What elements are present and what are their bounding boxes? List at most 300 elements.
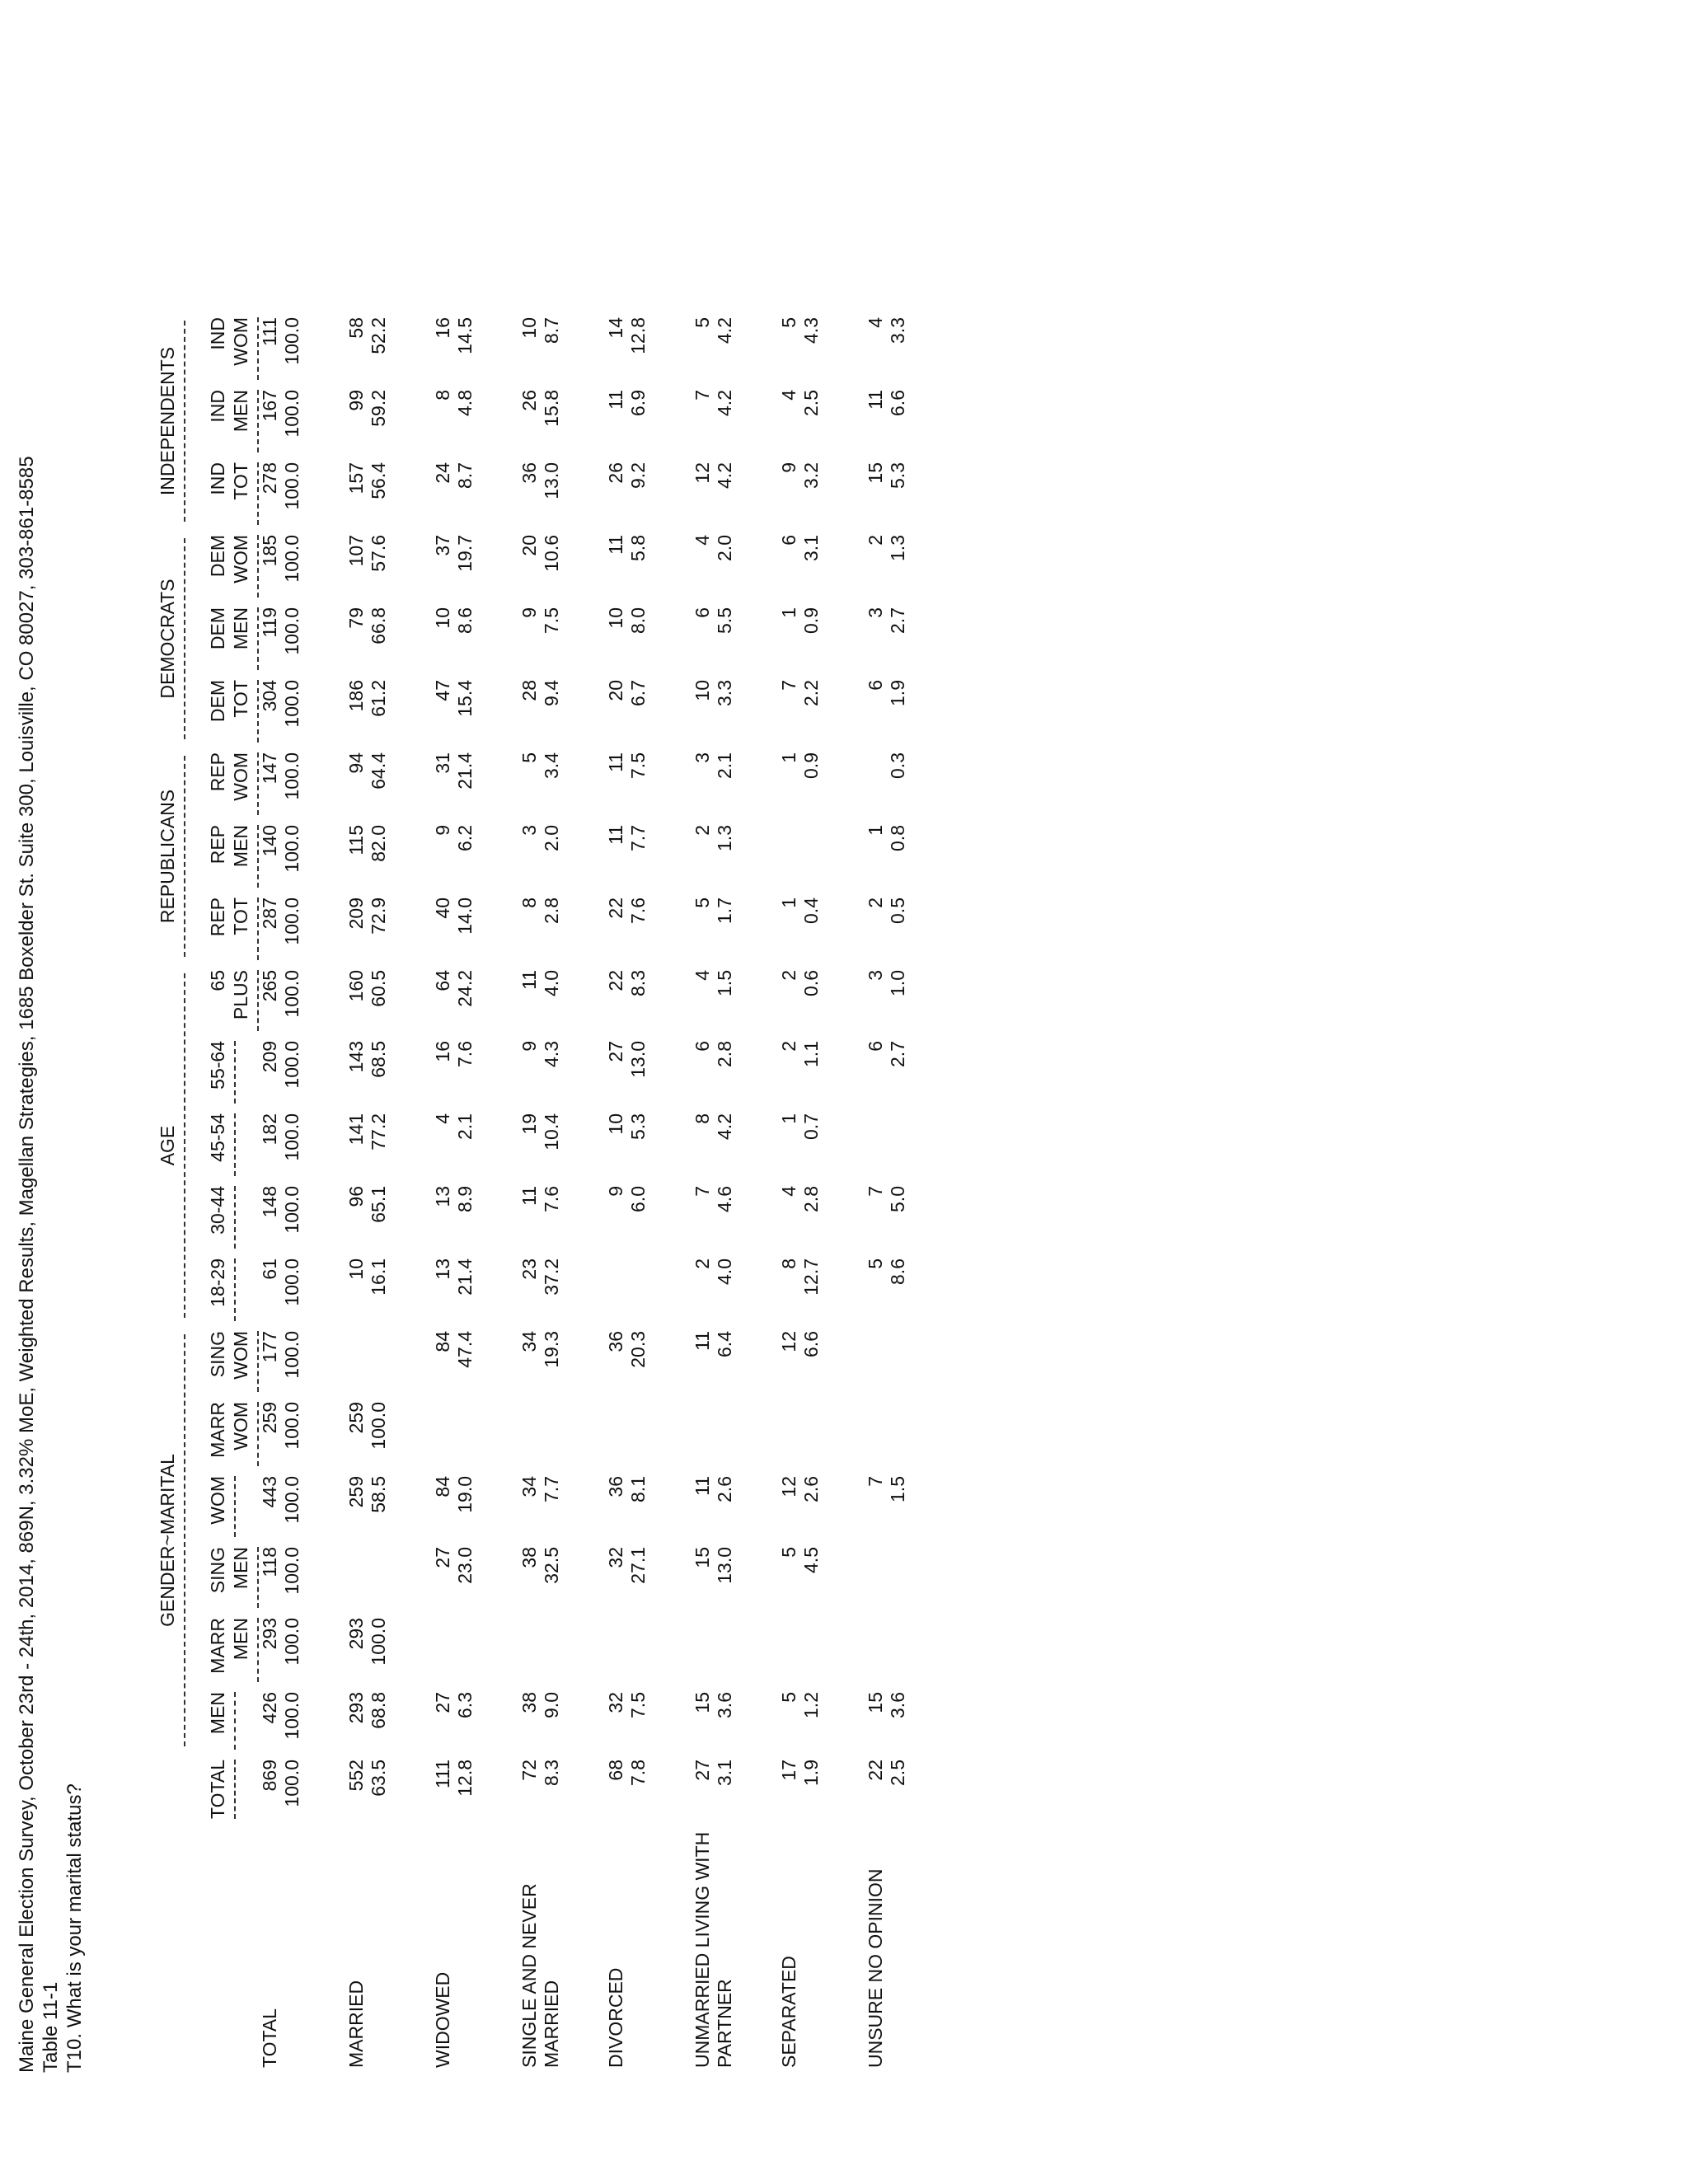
row-label: SEPARATED bbox=[778, 1956, 799, 2068]
row-label: UNSURE NO OPINION bbox=[865, 1868, 886, 2068]
cell-count bbox=[518, 1402, 541, 1466]
data-cell bbox=[432, 965, 518, 1036]
cell-percent: 5.3 bbox=[627, 1113, 649, 1140]
data-cell bbox=[605, 602, 692, 675]
cell-percent bbox=[887, 1547, 909, 1608]
data-cell bbox=[259, 1181, 345, 1254]
data-cell bbox=[605, 1542, 692, 1613]
cell-percent bbox=[800, 1618, 823, 1682]
data-cell bbox=[518, 602, 605, 675]
column-header-line: IND bbox=[207, 390, 228, 423]
data-cell bbox=[605, 748, 692, 820]
cell-percent: 4.3 bbox=[541, 1041, 562, 1067]
cell-count: 115 bbox=[345, 825, 367, 855]
cell-percent: 58.5 bbox=[368, 1476, 389, 1513]
cell-count: 10 bbox=[605, 1113, 626, 1135]
data-cell bbox=[345, 893, 432, 965]
cell-percent: 5.3 bbox=[887, 462, 908, 489]
cell-percent: 3.1 bbox=[714, 1760, 735, 1786]
column-header-line: REP bbox=[207, 898, 228, 937]
cell-percent: 9.2 bbox=[627, 462, 649, 489]
column-header-line: 65 bbox=[207, 970, 228, 991]
cell-percent: 21.4 bbox=[454, 1258, 476, 1296]
cell-percent: 6.9 bbox=[627, 390, 649, 416]
data-cell bbox=[432, 675, 518, 748]
cell-percent: 6.2 bbox=[454, 825, 476, 851]
cell-count: 36 bbox=[605, 1476, 626, 1497]
column-underline bbox=[234, 1041, 236, 1104]
column-header-row bbox=[206, 312, 259, 2073]
cell-count bbox=[605, 1618, 627, 1682]
column-underline bbox=[234, 1476, 236, 1537]
column-underline bbox=[234, 1692, 236, 1750]
data-cell bbox=[692, 1613, 778, 1687]
cell-count bbox=[778, 825, 800, 888]
cell-count: 5 bbox=[778, 1692, 799, 1703]
cell-count: 4 bbox=[692, 970, 713, 981]
column-header-line: TOT bbox=[230, 462, 251, 500]
column-header bbox=[206, 1036, 259, 1108]
cell-percent: 57.6 bbox=[368, 535, 389, 572]
cell-percent bbox=[714, 1618, 736, 1682]
table-row bbox=[778, 312, 865, 2073]
cell-percent: 12.8 bbox=[454, 1760, 476, 1797]
cell-percent bbox=[368, 1331, 390, 1392]
cell-percent: 100.0 bbox=[281, 898, 302, 945]
cell-percent bbox=[800, 825, 823, 888]
data-cell bbox=[692, 893, 778, 965]
row-label: TOTAL bbox=[259, 2008, 280, 2068]
data-cell bbox=[692, 1036, 778, 1108]
data-cell bbox=[432, 1181, 518, 1254]
data-cell bbox=[432, 1036, 518, 1108]
cell-count: 1 bbox=[778, 607, 799, 618]
column-header-line: 55-64 bbox=[207, 1041, 228, 1090]
cell-percent: 8.7 bbox=[454, 462, 476, 489]
cell-percent: 0.6 bbox=[800, 970, 822, 996]
cell-percent: 100.0 bbox=[281, 1402, 302, 1450]
cell-percent: 3.3 bbox=[887, 317, 908, 344]
data-cell bbox=[865, 312, 951, 385]
cell-count: 8 bbox=[518, 898, 540, 908]
data-cell bbox=[605, 1326, 692, 1397]
data-cell bbox=[432, 1613, 518, 1687]
data-cell bbox=[865, 1326, 951, 1397]
data-cell bbox=[692, 457, 778, 530]
data-cell bbox=[692, 1254, 778, 1326]
group-gender-marital: GENDER~MARITAL bbox=[157, 1326, 206, 1755]
data-cell bbox=[692, 312, 778, 385]
cell-percent: 12.8 bbox=[627, 317, 649, 354]
group-independents: INDEPENDENTS bbox=[157, 312, 206, 530]
column-underline bbox=[234, 1760, 236, 1819]
cell-count: 1 bbox=[778, 752, 799, 763]
cell-percent: 0.4 bbox=[800, 898, 822, 924]
data-cell bbox=[865, 675, 951, 748]
cell-count: 209 bbox=[259, 1041, 280, 1073]
cell-count: 16 bbox=[432, 1041, 453, 1062]
cell-percent: 5.0 bbox=[887, 1186, 908, 1212]
cell-percent: 4.8 bbox=[454, 390, 476, 416]
cell-count: 4 bbox=[692, 535, 713, 546]
data-cell bbox=[259, 457, 345, 530]
cell-count: 11 bbox=[692, 1331, 713, 1351]
cell-percent: 37.2 bbox=[541, 1258, 562, 1296]
cell-count: 9 bbox=[432, 825, 453, 836]
data-cell bbox=[865, 602, 951, 675]
cell-count bbox=[518, 1618, 541, 1682]
data-cell bbox=[432, 1397, 518, 1471]
data-cell bbox=[605, 312, 692, 385]
cell-count: 5 bbox=[692, 898, 713, 908]
data-cell bbox=[778, 1755, 865, 1824]
data-cell bbox=[345, 602, 432, 675]
data-cell bbox=[259, 1036, 345, 1108]
column-header-line: SING bbox=[207, 1547, 228, 1594]
data-cell bbox=[345, 457, 432, 530]
cell-percent: 65.1 bbox=[368, 1186, 389, 1223]
group-age: AGE bbox=[157, 965, 206, 1326]
cell-percent: 19.0 bbox=[454, 1476, 476, 1513]
cell-count: 8 bbox=[778, 1258, 799, 1269]
data-cell bbox=[259, 1471, 345, 1542]
data-cell bbox=[605, 1254, 692, 1326]
cell-count: 5 bbox=[778, 317, 799, 328]
cell-percent: 100.0 bbox=[281, 825, 302, 873]
cell-count bbox=[605, 1258, 627, 1321]
data-cell bbox=[518, 1036, 605, 1108]
cell-count: 11 bbox=[605, 825, 626, 845]
cell-percent: 100.0 bbox=[281, 1618, 302, 1666]
table-row bbox=[259, 312, 345, 2073]
cell-count: 15 bbox=[692, 1547, 713, 1568]
data-cell bbox=[605, 1613, 692, 1687]
cell-percent: 8.6 bbox=[454, 607, 476, 634]
cell-percent: 8.3 bbox=[627, 970, 649, 996]
row-label: UNMARRIED LIVING WITH PARTNER bbox=[692, 1831, 735, 2068]
column-header-line: DEM bbox=[207, 535, 228, 578]
cell-percent: 27.1 bbox=[627, 1547, 649, 1584]
cell-count: 12 bbox=[692, 462, 713, 484]
data-cell bbox=[259, 1687, 345, 1755]
data-cell bbox=[259, 1254, 345, 1326]
cell-count: 84 bbox=[432, 1476, 453, 1497]
column-header bbox=[206, 1542, 259, 1613]
cell-count: 552 bbox=[345, 1760, 367, 1792]
cell-count: 147 bbox=[259, 752, 280, 785]
column-header-line: 45-54 bbox=[207, 1113, 228, 1162]
data-cell bbox=[345, 312, 432, 385]
cell-percent: 8.0 bbox=[627, 607, 649, 634]
cell-count: 143 bbox=[345, 1041, 367, 1073]
cell-count: 38 bbox=[518, 1547, 540, 1568]
data-cell bbox=[778, 748, 865, 820]
cell-count: 293 bbox=[345, 1618, 367, 1650]
cell-percent: 0.3 bbox=[887, 752, 908, 779]
data-cell bbox=[518, 748, 605, 820]
data-cell bbox=[259, 1397, 345, 1471]
data-cell bbox=[605, 675, 692, 748]
table-row bbox=[432, 312, 518, 2073]
cell-count: 6 bbox=[865, 680, 886, 691]
data-cell bbox=[432, 385, 518, 457]
table-id: Table 11-1 bbox=[40, 1981, 62, 2073]
cell-count: 34 bbox=[518, 1331, 540, 1352]
data-cell bbox=[692, 675, 778, 748]
cell-count: 32 bbox=[605, 1692, 626, 1713]
cell-count: 11 bbox=[518, 970, 540, 990]
cell-percent: 15.4 bbox=[454, 680, 476, 717]
data-cell bbox=[432, 1254, 518, 1326]
cell-percent: 56.4 bbox=[368, 462, 389, 499]
cell-count: 167 bbox=[259, 390, 280, 422]
cell-count: 17 bbox=[778, 1760, 799, 1781]
cell-count: 5 bbox=[692, 317, 713, 328]
cell-count: 9 bbox=[778, 462, 799, 473]
cell-count: 7 bbox=[865, 1476, 886, 1487]
column-header-line: WOM bbox=[230, 317, 251, 366]
cell-count: 9 bbox=[518, 607, 540, 618]
data-cell bbox=[865, 1755, 951, 1824]
cell-percent: 64.4 bbox=[368, 752, 389, 790]
column-header-line: 18-29 bbox=[207, 1258, 228, 1307]
cell-count: 10 bbox=[692, 680, 713, 701]
column-header-line: REP bbox=[207, 825, 228, 865]
cell-count: 4 bbox=[778, 1186, 799, 1197]
data-cell bbox=[259, 893, 345, 965]
crosstab-table bbox=[157, 312, 951, 2073]
cell-percent: 8.6 bbox=[887, 1258, 908, 1285]
cell-percent bbox=[541, 1402, 563, 1466]
cell-count: 11 bbox=[605, 390, 626, 410]
cell-percent: 59.2 bbox=[368, 390, 389, 427]
data-cell bbox=[345, 1613, 432, 1687]
cell-percent: 7.7 bbox=[541, 1476, 562, 1502]
cell-percent: 3.6 bbox=[714, 1692, 735, 1718]
data-cell bbox=[605, 1755, 692, 1824]
data-cell bbox=[432, 1326, 518, 1397]
column-header-line: WOM bbox=[230, 1402, 251, 1451]
data-cell bbox=[432, 457, 518, 530]
data-cell bbox=[518, 1687, 605, 1755]
table-row bbox=[518, 312, 605, 2073]
data-cell bbox=[692, 602, 778, 675]
cell-count bbox=[778, 1402, 800, 1466]
cell-count: 27 bbox=[432, 1547, 453, 1568]
cell-percent: 77.2 bbox=[368, 1113, 389, 1151]
cell-count: 26 bbox=[605, 462, 626, 484]
data-cell bbox=[518, 1755, 605, 1824]
group-spacer bbox=[157, 1755, 206, 1824]
cell-percent: 13.0 bbox=[627, 1041, 649, 1078]
cell-count: 426 bbox=[259, 1692, 280, 1724]
cell-percent: 100.0 bbox=[281, 1041, 302, 1089]
cell-count: 79 bbox=[345, 607, 367, 629]
column-header-line: PLUS bbox=[230, 970, 251, 1020]
cell-percent bbox=[800, 1402, 823, 1466]
data-cell bbox=[518, 1397, 605, 1471]
data-cell bbox=[518, 1613, 605, 1687]
cell-percent: 14.5 bbox=[454, 317, 476, 354]
data-cell bbox=[865, 1397, 951, 1471]
cell-percent: 100.0 bbox=[281, 390, 302, 438]
cell-count: 177 bbox=[259, 1331, 280, 1363]
crosstab-body bbox=[157, 312, 951, 2073]
cell-count bbox=[605, 1402, 627, 1466]
data-cell bbox=[605, 1108, 692, 1181]
cell-count: 27 bbox=[605, 1041, 626, 1062]
cell-count bbox=[345, 1547, 368, 1608]
cell-count: 15 bbox=[865, 1692, 886, 1713]
data-cell bbox=[865, 1254, 951, 1326]
cell-percent: 2.6 bbox=[714, 1476, 735, 1502]
cell-percent bbox=[627, 1258, 649, 1321]
column-underline bbox=[234, 1258, 236, 1321]
cell-count: 68 bbox=[605, 1760, 626, 1781]
data-cell bbox=[259, 385, 345, 457]
data-cell bbox=[865, 820, 951, 893]
cell-count: 148 bbox=[259, 1186, 280, 1218]
data-cell bbox=[605, 1397, 692, 1471]
cell-count: 7 bbox=[692, 390, 713, 401]
cell-percent: 32.5 bbox=[541, 1547, 562, 1584]
cell-count: 9 bbox=[518, 1041, 540, 1052]
cell-count: 20 bbox=[518, 535, 540, 556]
data-cell bbox=[692, 1471, 778, 1542]
cell-count: 287 bbox=[259, 898, 280, 930]
data-cell bbox=[259, 530, 345, 602]
cell-count: 26 bbox=[518, 390, 540, 411]
column-header-line: TOT bbox=[230, 898, 251, 935]
data-cell bbox=[692, 1687, 778, 1755]
column-header-line: TOTAL bbox=[207, 1760, 228, 1819]
column-header bbox=[206, 1687, 259, 1755]
data-cell bbox=[865, 1687, 951, 1755]
cell-percent: 24.2 bbox=[454, 970, 476, 1007]
cell-count: 2 bbox=[778, 970, 799, 981]
cell-count: 8 bbox=[692, 1113, 713, 1124]
cell-count bbox=[432, 1618, 454, 1682]
data-cell bbox=[778, 530, 865, 602]
data-cell bbox=[778, 1613, 865, 1687]
data-cell bbox=[865, 1036, 951, 1108]
cell-percent: 1.3 bbox=[887, 535, 908, 561]
data-cell bbox=[518, 1542, 605, 1613]
column-header bbox=[206, 1181, 259, 1254]
cell-percent: 5.8 bbox=[627, 535, 649, 561]
data-cell bbox=[605, 530, 692, 602]
cell-percent bbox=[887, 1113, 909, 1176]
cell-percent: 100.0 bbox=[281, 1760, 302, 1807]
column-header bbox=[206, 1471, 259, 1542]
row-label: SINGLE AND NEVER MARRIED bbox=[518, 1883, 562, 2068]
question-text: T10. What is your marital status? bbox=[63, 1783, 86, 2073]
cell-count: 11 bbox=[605, 752, 626, 772]
data-cell bbox=[865, 965, 951, 1036]
cell-percent: 100.0 bbox=[368, 1402, 389, 1450]
column-header bbox=[206, 820, 259, 893]
cell-count: 1 bbox=[778, 1113, 799, 1124]
cell-percent: 3.3 bbox=[714, 680, 735, 706]
cell-percent: 100.0 bbox=[281, 462, 302, 510]
cell-count bbox=[865, 752, 887, 815]
cell-count: 2 bbox=[865, 535, 886, 546]
survey-title: Maine General Election Survey, October 23rd - 24th, 2014, 869N, 3.32% MoE, Weighted Results, Magellan Strategies, 1685 Boxelder St. Suite 300, Louisville, CO 80027, 303-861-8585 bbox=[16, 456, 38, 2073]
data-cell bbox=[778, 312, 865, 385]
cell-percent: 16.1 bbox=[368, 1258, 389, 1296]
data-cell bbox=[778, 1181, 865, 1254]
cell-percent: 47.4 bbox=[454, 1331, 476, 1368]
cell-count: 3 bbox=[865, 607, 886, 618]
table-row bbox=[345, 312, 432, 2073]
column-header-line: DEM bbox=[207, 607, 228, 650]
data-cell bbox=[345, 530, 432, 602]
cell-percent: 7.8 bbox=[627, 1760, 649, 1786]
data-cell bbox=[605, 965, 692, 1036]
column-header-line: WOM bbox=[230, 1331, 251, 1380]
cell-percent: 1.7 bbox=[714, 898, 735, 924]
data-cell bbox=[692, 820, 778, 893]
cell-percent: 23.0 bbox=[454, 1547, 476, 1584]
data-cell bbox=[865, 893, 951, 965]
cell-percent: 100.0 bbox=[281, 317, 302, 365]
cell-percent: 4.5 bbox=[800, 1547, 822, 1573]
column-header-line: MEN bbox=[230, 1618, 251, 1661]
data-cell bbox=[692, 1755, 778, 1824]
cell-count: 8 bbox=[432, 390, 453, 401]
data-cell bbox=[432, 820, 518, 893]
cell-count: 443 bbox=[259, 1476, 280, 1508]
cell-count: 6 bbox=[778, 535, 799, 546]
cell-count: 6 bbox=[692, 1041, 713, 1052]
data-cell bbox=[518, 893, 605, 965]
cell-percent: 2.7 bbox=[887, 607, 908, 634]
cell-count: 47 bbox=[432, 680, 453, 701]
cell-count: 11 bbox=[605, 535, 626, 555]
data-cell bbox=[605, 1687, 692, 1755]
cell-percent: 6.6 bbox=[800, 1331, 822, 1357]
cell-percent bbox=[627, 1618, 649, 1682]
cell-percent: 2.2 bbox=[800, 680, 822, 706]
column-header-line: SING bbox=[207, 1331, 228, 1378]
cell-percent: 2.7 bbox=[887, 1041, 908, 1067]
cell-count: 259 bbox=[259, 1402, 280, 1434]
data-cell bbox=[345, 1755, 432, 1824]
cell-percent: 8.1 bbox=[627, 1476, 649, 1502]
cell-count: 111 bbox=[259, 317, 280, 346]
cell-percent: 100.0 bbox=[281, 607, 302, 655]
data-cell bbox=[432, 602, 518, 675]
column-header bbox=[206, 748, 259, 820]
cell-percent: 8.3 bbox=[541, 1760, 562, 1786]
cell-percent: 100.0 bbox=[368, 1618, 389, 1666]
cell-count: 5 bbox=[865, 1258, 886, 1269]
column-header bbox=[206, 602, 259, 675]
data-cell bbox=[692, 1326, 778, 1397]
cell-percent: 14.0 bbox=[454, 898, 476, 935]
cell-percent: 100.0 bbox=[281, 1258, 302, 1306]
table-row bbox=[865, 312, 951, 2073]
data-cell bbox=[345, 1687, 432, 1755]
data-cell bbox=[432, 312, 518, 385]
cell-count bbox=[865, 1113, 887, 1176]
cell-percent: 3.1 bbox=[800, 535, 822, 561]
cell-count: 185 bbox=[259, 535, 280, 567]
cell-percent: 52.2 bbox=[368, 317, 389, 354]
data-cell bbox=[518, 675, 605, 748]
cell-percent: 2.5 bbox=[800, 390, 822, 416]
cell-count: 7 bbox=[692, 1186, 713, 1197]
